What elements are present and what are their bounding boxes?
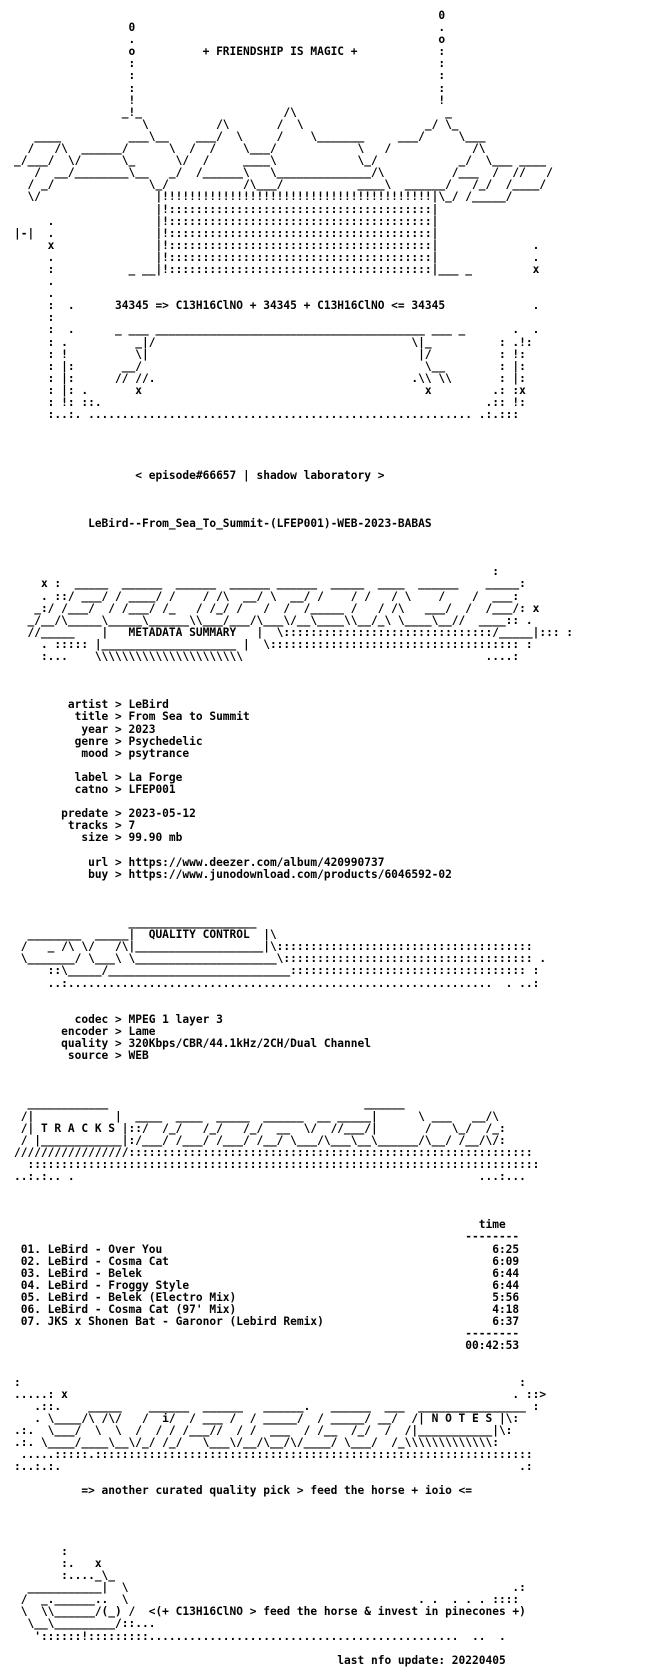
nfo-line <box>14 796 644 808</box>
nfo-line: :... \\\\\\\\\\\\\\\\\\\\\\ ....: <box>14 650 520 663</box>
nfo-line: .::. _____ ______ ______ ______. ______ ___ ________________ : <box>14 1400 540 1413</box>
nfo-line <box>14 482 644 494</box>
nfo-line: 03. LeBird - Belek 6:44 <box>14 1267 520 1280</box>
nfo-line <box>14 445 644 457</box>
nfo-line <box>14 1534 644 1546</box>
nfo-line: LeBird--From_Sea_To_Summit-(LFEP001)-WEB-2023-BABAS <box>14 517 432 530</box>
nfo-line: .:. \___/ \ \ / / / /___// / / ___ / /__ /_/ / /|___________|\: <box>14 1424 513 1437</box>
nfo-line: .:. \____/____\__\/_/ /_/ \___\/__/\__/\/____/ \___/ /_\\\\\\\\\\\\\: <box>14 1437 499 1450</box>
nfo-line <box>14 457 644 469</box>
nfo-line <box>14 1352 644 1364</box>
nfo-line: : : <box>14 58 446 71</box>
nfo-line: mood > psytrance <box>14 747 190 760</box>
nfo-line: : ! \| |/ : !: <box>14 348 526 361</box>
nfo-line: ________ _____| QUALITY CONTROL |\ <box>14 929 277 942</box>
nfo-line: _/___/ \/ \_ \/ / ____\ \_/ _/ \___ ____ <box>14 155 547 168</box>
nfo-line: |!:::::::::::::::::::::::::::::::::::::::| <box>14 203 439 216</box>
nfo-line: : _ __|!:::::::::::::::::::::::::::::::::::::::|___ _ x <box>14 263 540 276</box>
nfo-line: encoder > Lame <box>14 1025 156 1038</box>
nfo-line: _:/ /___/ / /___/ /_ / /_/ / / / /_____ / / /\ ___/ / /___/: x <box>14 602 540 615</box>
nfo-line <box>14 687 644 699</box>
nfo-line: . ::::: |____________________ | \::::::::::::::::::::::::::::::::::::: : <box>14 638 533 651</box>
nfo-line: -------- <box>14 1231 520 1244</box>
nfo-line: : . _ ___ ________________________________________ ___ _ . . <box>14 324 540 337</box>
nfo-line: ____ ___\__ ___/ \ / \_______ ___/ \___ <box>14 130 486 143</box>
nfo-line <box>14 1365 644 1377</box>
nfo-line <box>14 1510 644 1522</box>
nfo-line: : |: // //. .\\ \\ : |: <box>14 372 526 385</box>
nfo-line <box>14 675 644 687</box>
nfo-line <box>14 844 644 856</box>
nfo-line: : : <box>14 82 446 95</box>
nfo-line: . |!:::::::::::::::::::::::::::::::::::::::| . <box>14 251 540 264</box>
nfo-line <box>14 421 644 433</box>
nfo-line <box>14 506 644 518</box>
nfo-line <box>14 530 644 542</box>
nfo-line: : <box>14 312 55 325</box>
nfo-line: predate > 2023-05-12 <box>14 808 196 821</box>
nfo-line <box>14 1074 644 1086</box>
nfo-line: catno > LFEP001 <box>14 784 176 796</box>
nfo-line <box>14 905 644 917</box>
nfo-line <box>14 990 644 1002</box>
nfo-line: / _/ \_/ /\___/ ____\ ______/ /_/ /____/ <box>14 179 547 192</box>
nfo-line: . ::/ ___/ / ____/ / / /\ __/ \ __/ / / / / \ / / ___: <box>14 590 520 603</box>
nfo-line: /////////////////:::::::::::::::::::::::::::::::::::::::::::::::::::::::::::: <box>14 1146 533 1159</box>
nfo-line: 04. LeBird - Froggy Style 6:44 <box>14 1279 520 1292</box>
nfo-line: 02. LeBird - Cosma Cat 6:09 <box>14 1255 520 1268</box>
nfo-line <box>14 494 644 506</box>
nfo-line: :::::::::::::::::::::::::::::::::::::::::::::::::::::::::::::::::::::::::::: <box>14 1158 540 1171</box>
nfo-line <box>14 1062 644 1074</box>
nfo-line <box>14 760 644 772</box>
nfo-line: ____________ ______ <box>14 1098 405 1111</box>
nfo-line: : <box>14 1545 68 1558</box>
nfo-line: 05. LeBird - Belek (Electro Mix) 5:56 <box>14 1291 520 1304</box>
nfo-line: / |____________|:/___/ /___/ /___/ /__/ \___/\___\__\______/\__/ /__/\/: <box>14 1134 506 1147</box>
nfo-line: \__\_________/::... <box>14 1618 156 1631</box>
nfo-line: \ \\______/(_) / <(+ C13H16ClNO > feed the horse & invest in pinecones +) <box>14 1606 526 1619</box>
nfo-line: ..:.:.. . ...:... <box>14 1171 526 1183</box>
nfo-line <box>14 893 644 905</box>
nfo-line: / /\ ______/ \ / / \___/ \ / /\ <box>14 143 486 156</box>
nfo-line: 07. JKS x Shonen Bat - Garonor (Lebird Remix) 6:37 <box>14 1316 520 1329</box>
nfo-line: .....: x . ::> <box>14 1388 547 1401</box>
nfo-line: : !: ::. .:: !: <box>14 397 526 409</box>
nfo-line: size > 99.90 mb <box>14 832 183 845</box>
nfo-line: tracks > 7 <box>14 820 136 833</box>
nfo-line: last nfo update: 20220405 <box>14 1654 506 1667</box>
nfo-line: year > 2023 <box>14 723 156 736</box>
nfo-line: quality > 320Kbps/CBR/44.1kHz/2CH/Dual Channel <box>14 1037 371 1050</box>
nfo-line: :...._\_ <box>14 1570 116 1583</box>
nfo-line: codec > MPEG 1 layer 3 <box>14 1013 223 1026</box>
nfo-line: 06. LeBird - Cosma Cat (97' Mix) 4:18 <box>14 1304 520 1317</box>
nfo-line: ! ! <box>14 94 446 107</box>
nfo-line <box>14 1522 644 1534</box>
nfo-line: '::::::!:::::::::.............................................. .. . <box>14 1630 506 1643</box>
nfo-line: 0 . <box>14 22 446 35</box>
nfo-line: ..:............................................................... . ..: <box>14 977 540 990</box>
nfo-line: _!_ /\ _ <box>14 106 452 119</box>
nfo-line: .....:::::.::::::::::::::::::::::::::::::::::::::::::::::::::::::::::::::::: <box>14 1449 533 1462</box>
nfo-line: ::\_____/___________________________::::::::::::::::::::::::::::::::::: : <box>14 965 540 978</box>
nfo-line <box>14 1473 644 1485</box>
nfo-line: title > From Sea to Summit <box>14 711 250 724</box>
nfo-line: |-| . |!:::::::::::::::::::::::::::::::::::::::| <box>14 227 439 240</box>
nfo-line: : |: __/ \__ : |: <box>14 360 526 373</box>
nfo-line: x |!:::::::::::::::::::::::::::::::::::::::| . <box>14 239 540 252</box>
nfo-line: : . 34345 => C13H16ClNO + 34345 + C13H16ClNO <= 34345 . <box>14 300 540 313</box>
nfo-line: /| T R A C K S |::/ /_/ /_/ /_/ __ \/ //___/| / \_/ /_: <box>14 1122 506 1135</box>
nfo-line: :..:.:. .: <box>14 1461 533 1474</box>
nfo-line: : |: . x x .: :x <box>14 384 526 397</box>
nfo-line: 01. LeBird - Over You 6:25 <box>14 1243 520 1256</box>
nfo-line: . <box>14 276 55 289</box>
nfo-line <box>14 1183 644 1195</box>
nfo-line <box>14 1207 644 1219</box>
nfo-line: => another curated quality pick > feed the horse + ioio <= <box>14 1485 473 1498</box>
nfo-line: 0 <box>14 10 446 22</box>
nfo-line <box>14 1643 644 1655</box>
nfo-line: . <box>14 288 55 301</box>
nfo-line: \ /\ / \ _/ \_ <box>14 118 459 131</box>
nfo-line: //_____ | METADATA SUMMARY | \:::::::::::::::::::::::::::::::/_____|::: : <box>14 626 574 639</box>
nfo-line: buy > https://www.junodownload.com/products/6046592-02 <box>14 868 452 881</box>
nfo-line: . o <box>14 34 446 47</box>
nfo-line: -------- <box>14 1328 520 1341</box>
nfo-line: _/__/\_____\_____\______\\___/___/\___\/__\____\\__/_\ \____\__// ____:: . <box>14 614 533 627</box>
nfo-line <box>14 542 644 554</box>
nfo-line: source > WEB <box>14 1050 149 1063</box>
nfo-line <box>14 554 644 566</box>
nfo-line: . |!:::::::::::::::::::::::::::::::::::::::| <box>14 215 439 228</box>
nfo-line: / __/________\__ _/ /______\ \______________/\ /___ / // / <box>14 167 553 180</box>
nfo-line <box>14 1498 644 1510</box>
nfo-line: / _.______.. \ . . . . . :::: <box>14 1594 520 1607</box>
nfo-line: /| | ____ ____ _____ ______ __ _____| \ ___ __/\ <box>14 1110 499 1123</box>
nfo-line: ___________________ <box>14 917 257 930</box>
nfo-line: : . _|/ \|_ : .!: <box>14 336 533 349</box>
nfo-line: time <box>14 1219 506 1232</box>
nfo-line: label > La Forge <box>14 771 183 784</box>
nfo-line: \/ |!!!!!!!!!!!!!!!!!!!!!!!!!!!!!!!!!!!!!!!!|\_/ /_____/ <box>14 191 513 204</box>
nfo-ascii-art <box>14 10 644 1667</box>
nfo-line <box>14 1086 644 1098</box>
nfo-line: \_______/ \___\ \_____________________\::::::::::::::::::::::::::::::::::::: . <box>14 953 547 966</box>
nfo-line: :..:. ......................................................... .:.::: <box>14 409 520 422</box>
nfo-line <box>14 663 644 675</box>
nfo-line: genre > Psychedelic <box>14 735 203 748</box>
nfo-line <box>14 433 644 445</box>
nfo-line: : <box>14 566 499 579</box>
nfo-line: :. x <box>14 1558 102 1570</box>
nfo-line: ___________| \ .: <box>14 1582 526 1595</box>
nfo-line: x : _____ ______ ______ ______ ______ _____ ____ ______ _____: <box>14 578 526 591</box>
nfo-line <box>14 1002 644 1014</box>
nfo-line: : : <box>14 1376 526 1389</box>
nfo-line: < episode#66657 | shadow laboratory > <box>14 469 385 482</box>
nfo-line: o + FRIENDSHIP IS MAGIC + : <box>14 46 446 59</box>
nfo-line <box>14 881 644 893</box>
nfo-line: 00:42:53 <box>14 1340 520 1353</box>
nfo-line <box>14 1195 644 1207</box>
nfo-line: : : <box>14 70 446 83</box>
nfo-line: artist > LeBird <box>14 699 169 712</box>
nfo-line: url > https://www.deezer.com/album/420990737 <box>14 856 385 869</box>
nfo-line: . \____/\ /\/ / i/ / ___ / / _____/ / _____/ __/ /| N O T E S |\: <box>14 1412 520 1425</box>
nfo-line: / _ /\ \/ /\|___________________|\:::::::::::::::::::::::::::::::::::::: <box>14 941 533 954</box>
